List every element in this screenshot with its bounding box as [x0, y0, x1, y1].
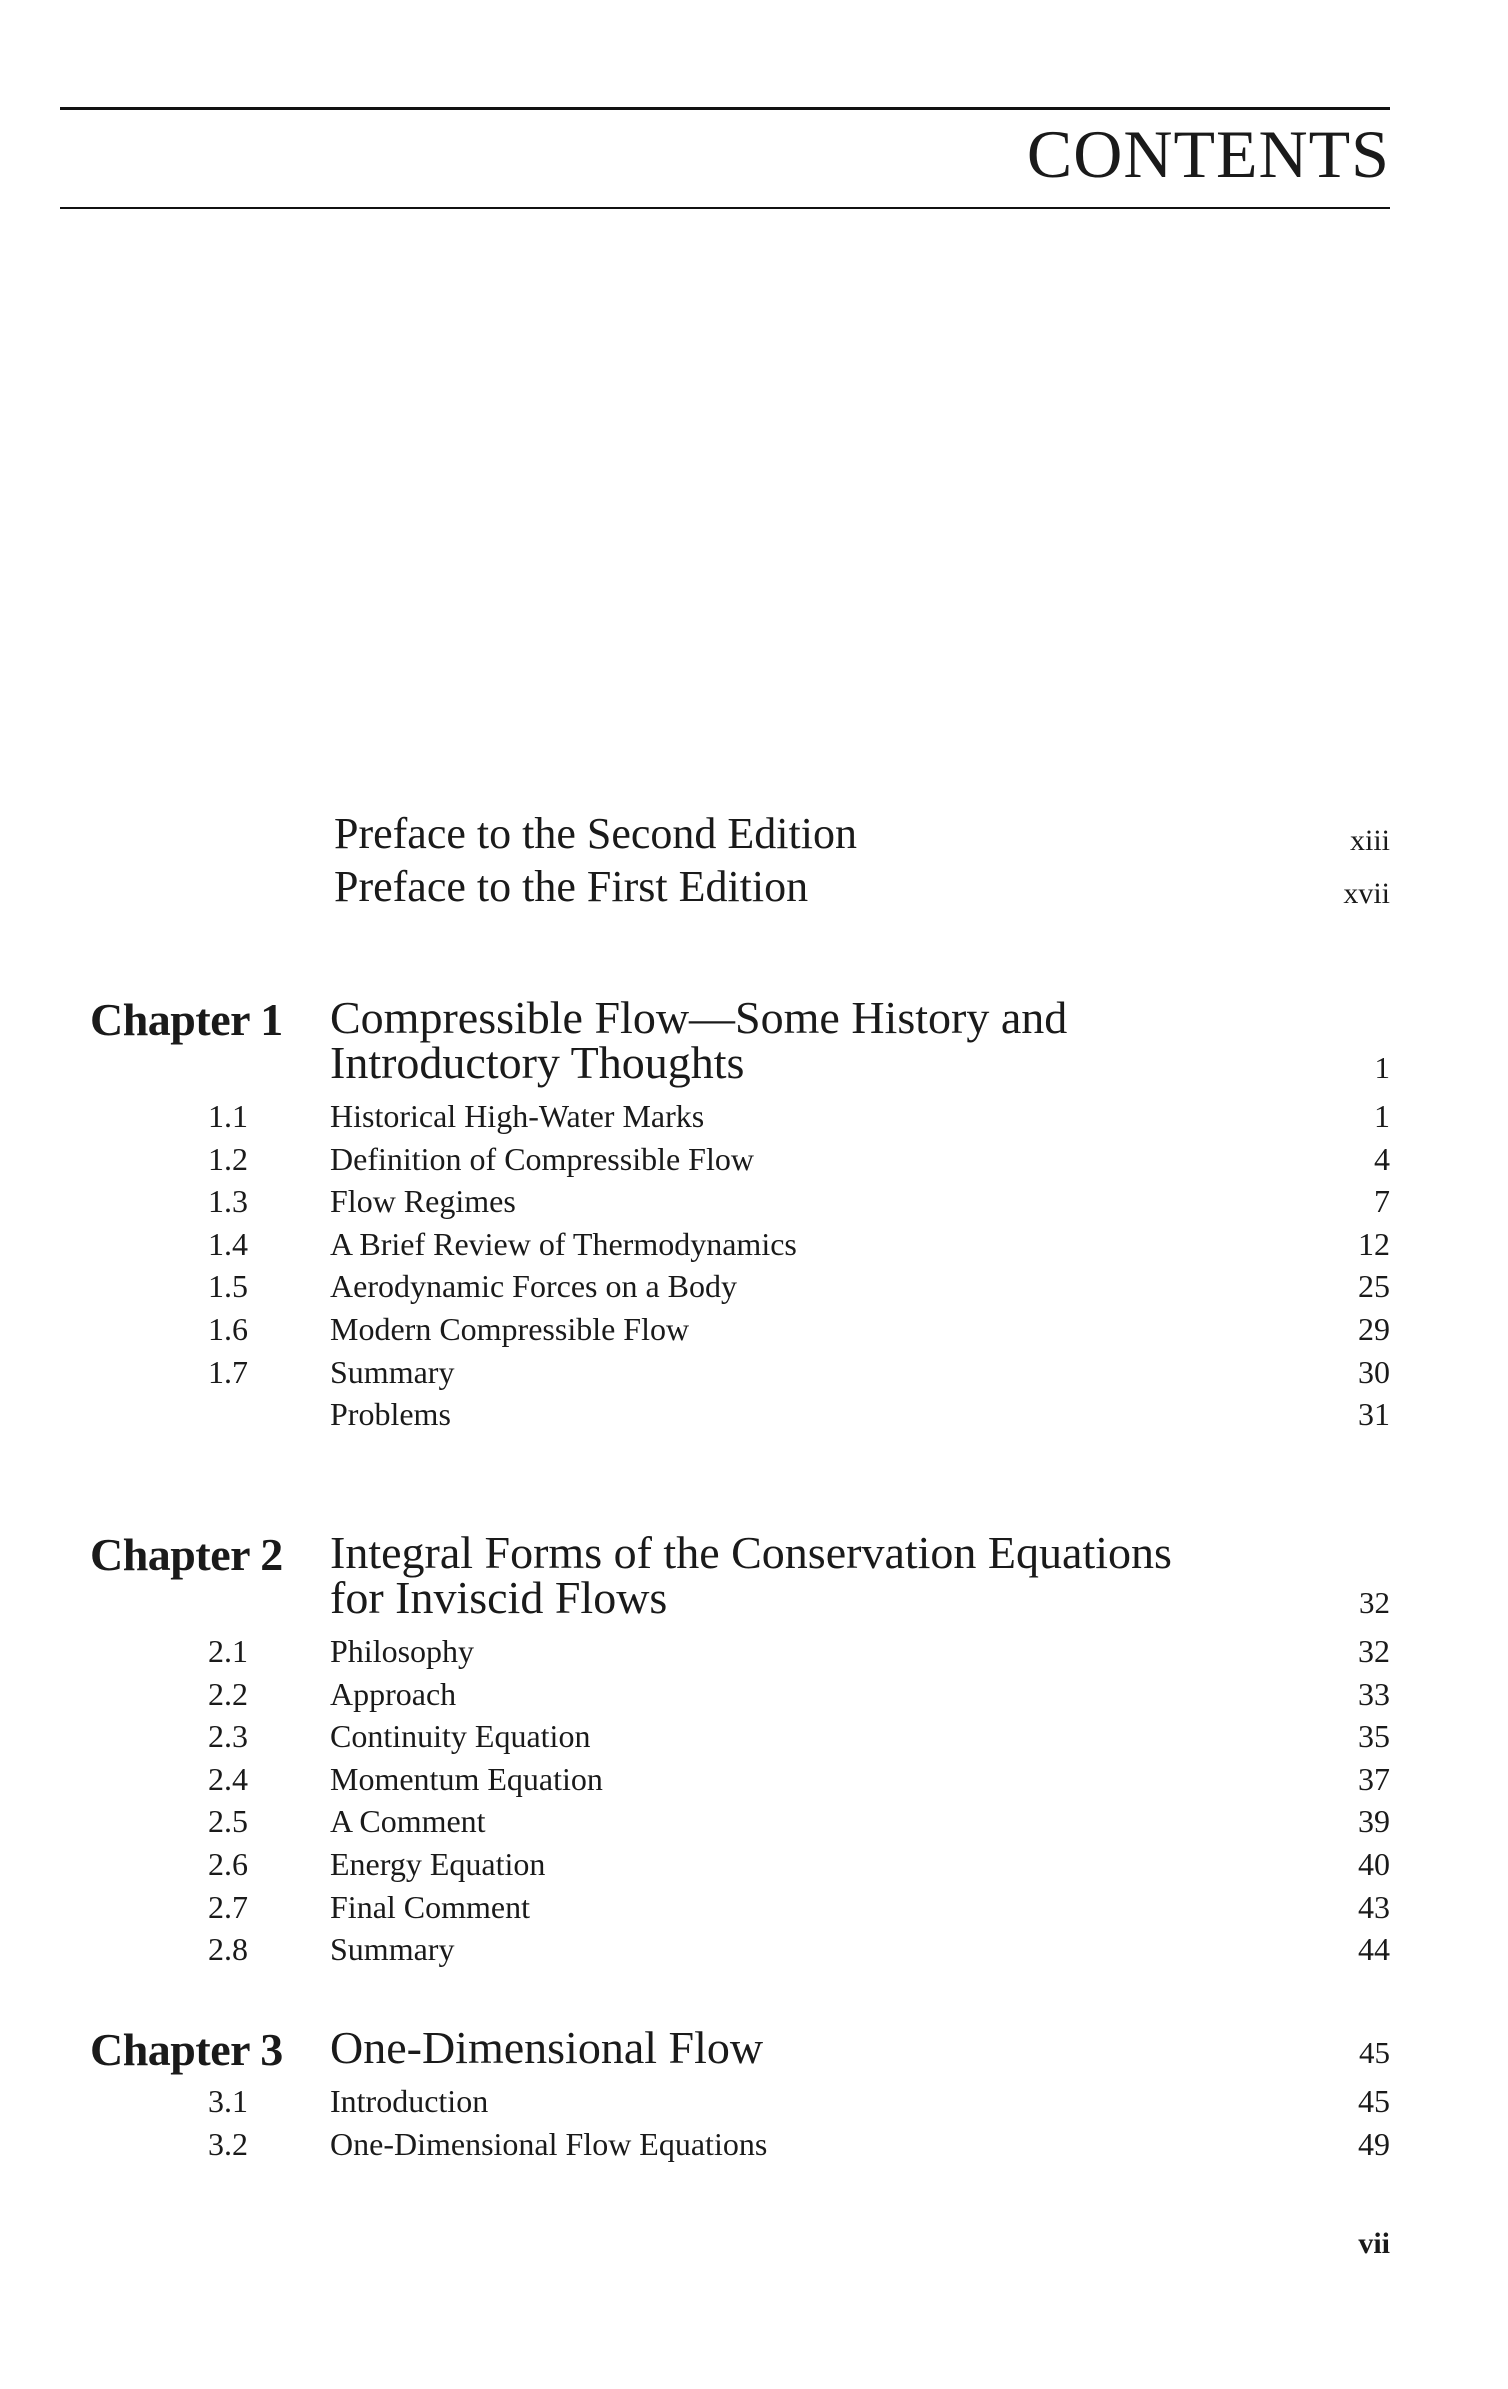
section-number: 2.8 — [208, 1931, 248, 1968]
section-page: 44 — [1358, 1931, 1390, 1968]
top-rule — [60, 107, 1390, 110]
section-title: Approach — [330, 1675, 457, 1712]
section-title: Problems — [330, 1396, 451, 1433]
section-title: Modern Compressible Flow — [330, 1310, 690, 1347]
preface-page: xvii — [1343, 877, 1390, 910]
chapter-title-line: for Inviscid Flows — [330, 1572, 668, 1623]
preface-title: Preface to the Second Edition — [334, 809, 857, 858]
section-number: 1.7 — [208, 1353, 248, 1390]
section-row[interactable] — [90, 1758, 1390, 1801]
section-number: 2.6 — [208, 1845, 248, 1882]
section-row[interactable] — [90, 1223, 1390, 1266]
section-row[interactable] — [90, 1843, 1390, 1886]
section-number: 3.2 — [208, 2125, 248, 2162]
chapter-page: 1 — [1374, 1050, 1390, 1085]
section-row[interactable] — [90, 1308, 1390, 1351]
page-title: CONTENTS — [1026, 116, 1390, 192]
section-page: 4 — [1374, 1140, 1390, 1177]
section-page: 39 — [1358, 1803, 1390, 1840]
section-list — [90, 1630, 1390, 1971]
section-row[interactable] — [90, 1180, 1390, 1223]
section-title: A Brief Review of Thermodynamics — [330, 1225, 797, 1262]
section-number: 2.2 — [208, 1675, 248, 1712]
section-row[interactable] — [90, 1673, 1390, 1716]
section-title: Philosophy — [330, 1633, 475, 1669]
section-row[interactable] — [90, 1351, 1390, 1394]
chapter-title-line: One-Dimensional Flow — [330, 2022, 764, 2073]
section-title: One-Dimensional Flow Equations — [330, 2125, 768, 2162]
section-page: 32 — [1358, 1633, 1390, 1669]
section-page: 45 — [1358, 2083, 1390, 2119]
section-number: 1.1 — [208, 1098, 248, 1134]
section-list — [90, 2080, 1390, 2165]
chapter-label: Chapter 3 — [90, 2024, 283, 2075]
section-row[interactable] — [90, 1800, 1390, 1843]
section-list — [90, 1095, 1390, 1436]
section-title: Final Comment — [330, 1888, 530, 1925]
bottom-rule — [60, 207, 1390, 209]
section-number: 2.4 — [208, 1760, 248, 1797]
section-page: 35 — [1358, 1718, 1390, 1755]
section-number: 2.3 — [208, 1718, 248, 1755]
section-row[interactable] — [90, 1265, 1390, 1308]
section-page: 43 — [1358, 1888, 1390, 1925]
section-page: 7 — [1374, 1183, 1390, 1220]
section-number: 1.6 — [208, 1310, 248, 1347]
chapter-title[interactable] — [330, 992, 1330, 1088]
section-title: A Comment — [330, 1803, 486, 1840]
section-title: Summary — [330, 1931, 455, 1968]
preface-second-edition[interactable] — [334, 809, 1390, 858]
section-page: 40 — [1358, 1845, 1390, 1882]
section-title: Historical High-Water Marks — [330, 1098, 705, 1134]
section-page: 49 — [1358, 2125, 1390, 2162]
chapter-title-line: Integral Forms of the Conservation Equations — [330, 1527, 1172, 1578]
section-title: Flow Regimes — [330, 1183, 516, 1220]
section-row[interactable] — [90, 2080, 1390, 2123]
chapter-title[interactable] — [330, 1527, 1330, 1623]
section-number: 2.1 — [208, 1633, 248, 1669]
section-number: 2.7 — [208, 1888, 248, 1925]
chapter-page: 45 — [1359, 2035, 1390, 2070]
section-title: Introduction — [330, 2083, 489, 2119]
section-page: 25 — [1358, 1268, 1390, 1305]
section-number: 2.5 — [208, 1803, 248, 1840]
preface-first-edition[interactable] — [334, 862, 1390, 911]
section-page: 37 — [1358, 1760, 1390, 1797]
section-number: 1.2 — [208, 1140, 248, 1177]
section-row[interactable] — [90, 1138, 1390, 1181]
section-page: 29 — [1358, 1310, 1390, 1347]
section-row[interactable] — [90, 1095, 1390, 1138]
chapter-label: Chapter 1 — [90, 994, 283, 1045]
section-page: 1 — [1374, 1098, 1390, 1134]
section-number: 1.3 — [208, 1183, 248, 1220]
preface-title: Preface to the First Edition — [334, 862, 809, 911]
page-number: vii — [1358, 2227, 1390, 2260]
section-title: Aerodynamic Forces on a Body — [330, 1268, 738, 1305]
section-title: Definition of Compressible Flow — [330, 1140, 754, 1177]
section-title: Momentum Equation — [330, 1760, 603, 1797]
section-row[interactable] — [90, 1715, 1390, 1758]
section-row[interactable] — [90, 1630, 1390, 1673]
section-number: 3.1 — [208, 2083, 248, 2119]
chapter-label: Chapter 2 — [90, 1529, 283, 1580]
section-number: 1.5 — [208, 1268, 248, 1305]
section-page: 30 — [1358, 1353, 1390, 1390]
section-page: 31 — [1358, 1396, 1390, 1433]
chapter-title-line: Introductory Thoughts — [330, 1037, 745, 1088]
section-title: Continuity Equation — [330, 1718, 591, 1755]
section-page: 12 — [1358, 1225, 1390, 1262]
section-title: Summary — [330, 1353, 455, 1390]
section-row[interactable] — [90, 1393, 1390, 1436]
chapter-title-line: Compressible Flow—Some History and — [330, 992, 1068, 1043]
section-title: Energy Equation — [330, 1845, 546, 1882]
chapter-page: 32 — [1359, 1585, 1390, 1620]
section-row[interactable] — [90, 1928, 1390, 1971]
section-page: 33 — [1358, 1675, 1390, 1712]
section-row[interactable] — [90, 1886, 1390, 1929]
section-row[interactable] — [90, 2123, 1390, 2166]
preface-page: xiii — [1349, 824, 1390, 857]
section-number: 1.4 — [208, 1225, 248, 1262]
chapter-title[interactable] — [330, 2022, 1330, 2073]
